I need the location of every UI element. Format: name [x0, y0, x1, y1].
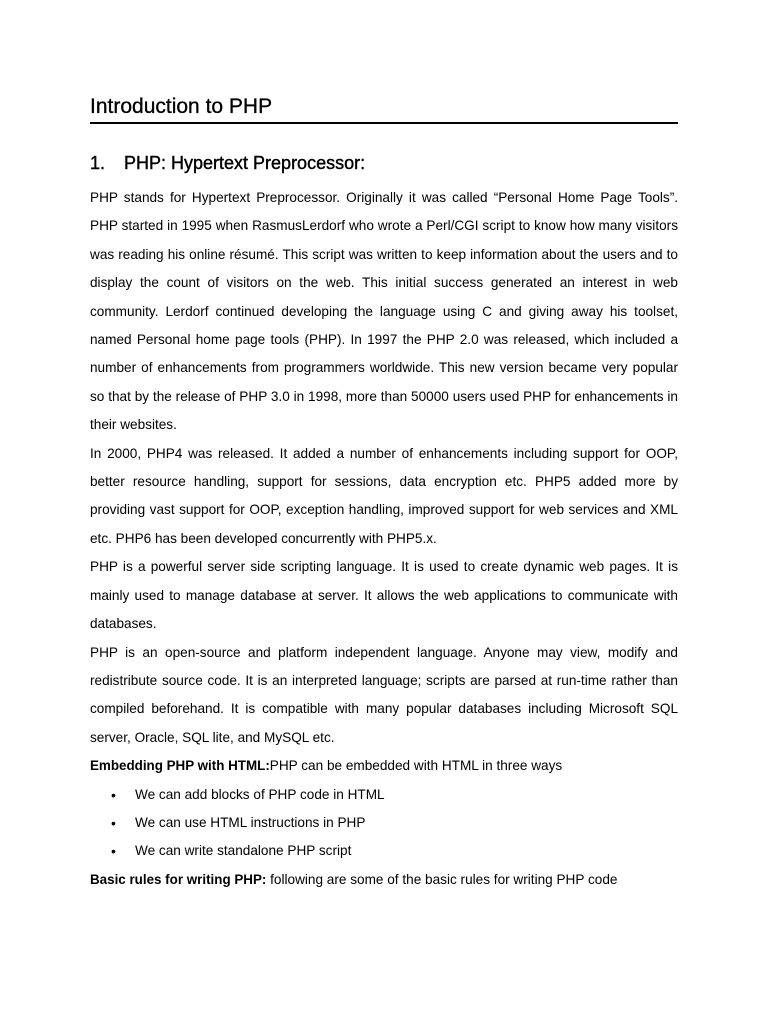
bullet-icon: • [111, 786, 116, 803]
list-item [90, 837, 678, 865]
section-heading-text: PHP: Hypertext Preprocessor: [124, 153, 366, 173]
basic-rules-heading [90, 866, 678, 894]
list-item-text: We can write standalone PHP script [135, 843, 352, 859]
page-title: Introduction to PHP [90, 95, 273, 118]
paragraph-server-side: PHP is a powerful server side scripting language. It is used to create dynamic web pages. It is mainly used to manage database at server. It allows the web applications to communicate with databases. [90, 559, 678, 632]
paragraph-php4-php5: In 2000, PHP4 was released. It added a number of enhancements including support for OOP, better resource handling, support for sessions, data encryption etc. PHP5 added more by providing vast support for OOP, exception handling, improved support for web services and XML etc. PHP6 has been developed concurrently with PHP5.x. [90, 445, 678, 546]
list-item [90, 809, 678, 837]
embedding-heading [90, 752, 678, 780]
bullet-icon: • [111, 843, 116, 860]
title-underline [90, 122, 678, 124]
list-item-text: We can add blocks of PHP code in HTML [135, 786, 385, 802]
basic-rules-text: following are some of the basic rules for writing PHP code [266, 871, 618, 887]
list-item [90, 781, 678, 809]
list-item-text: We can use HTML instructions in PHP [135, 814, 366, 830]
basic-rules-lead: Basic rules for writing PHP: [90, 871, 267, 887]
embedding-lead: Embedding PHP with HTML: [90, 758, 270, 774]
section-number: 1. [90, 153, 106, 173]
paragraph-open-source: PHP is an open-source and platform independent language. Anyone may view, modify and redistribute source code. It is an interpreted language; scripts are parsed at run-time rather than compiled beforehand. It is compatible with many popular databases including Microsoft SQL server, Oracle, SQL lite, and MySQL etc. [90, 644, 678, 745]
bullet-icon: • [111, 814, 116, 831]
embedding-text: PHP can be embedded with HTML in three ways [269, 758, 563, 774]
document-body [90, 184, 678, 894]
section-heading [90, 150, 678, 176]
embedding-list [90, 781, 678, 866]
paragraph-history: PHP stands for Hypertext Preprocessor. Originally it was called “Personal Home Page Tools”. PHP started in 1995 when RasmusLerdorf who wrote a Perl/CGI script to know how many visitors was reading his online résumé. This script was written to keep information about the users and to display the count of visitors on the web. This initial success generated an interest in web community. Lerdorf continued developing the language using C and giving away his toolset, named Personal home page tools (PHP). In 1997 the PHP 2.0 was released, which included a number of enhancements from programmers worldwide. This new version became very popular so that by the release of PHP 3.0 in 1998, more than 50000 users used PHP for enhancements in their websites. [90, 190, 678, 433]
